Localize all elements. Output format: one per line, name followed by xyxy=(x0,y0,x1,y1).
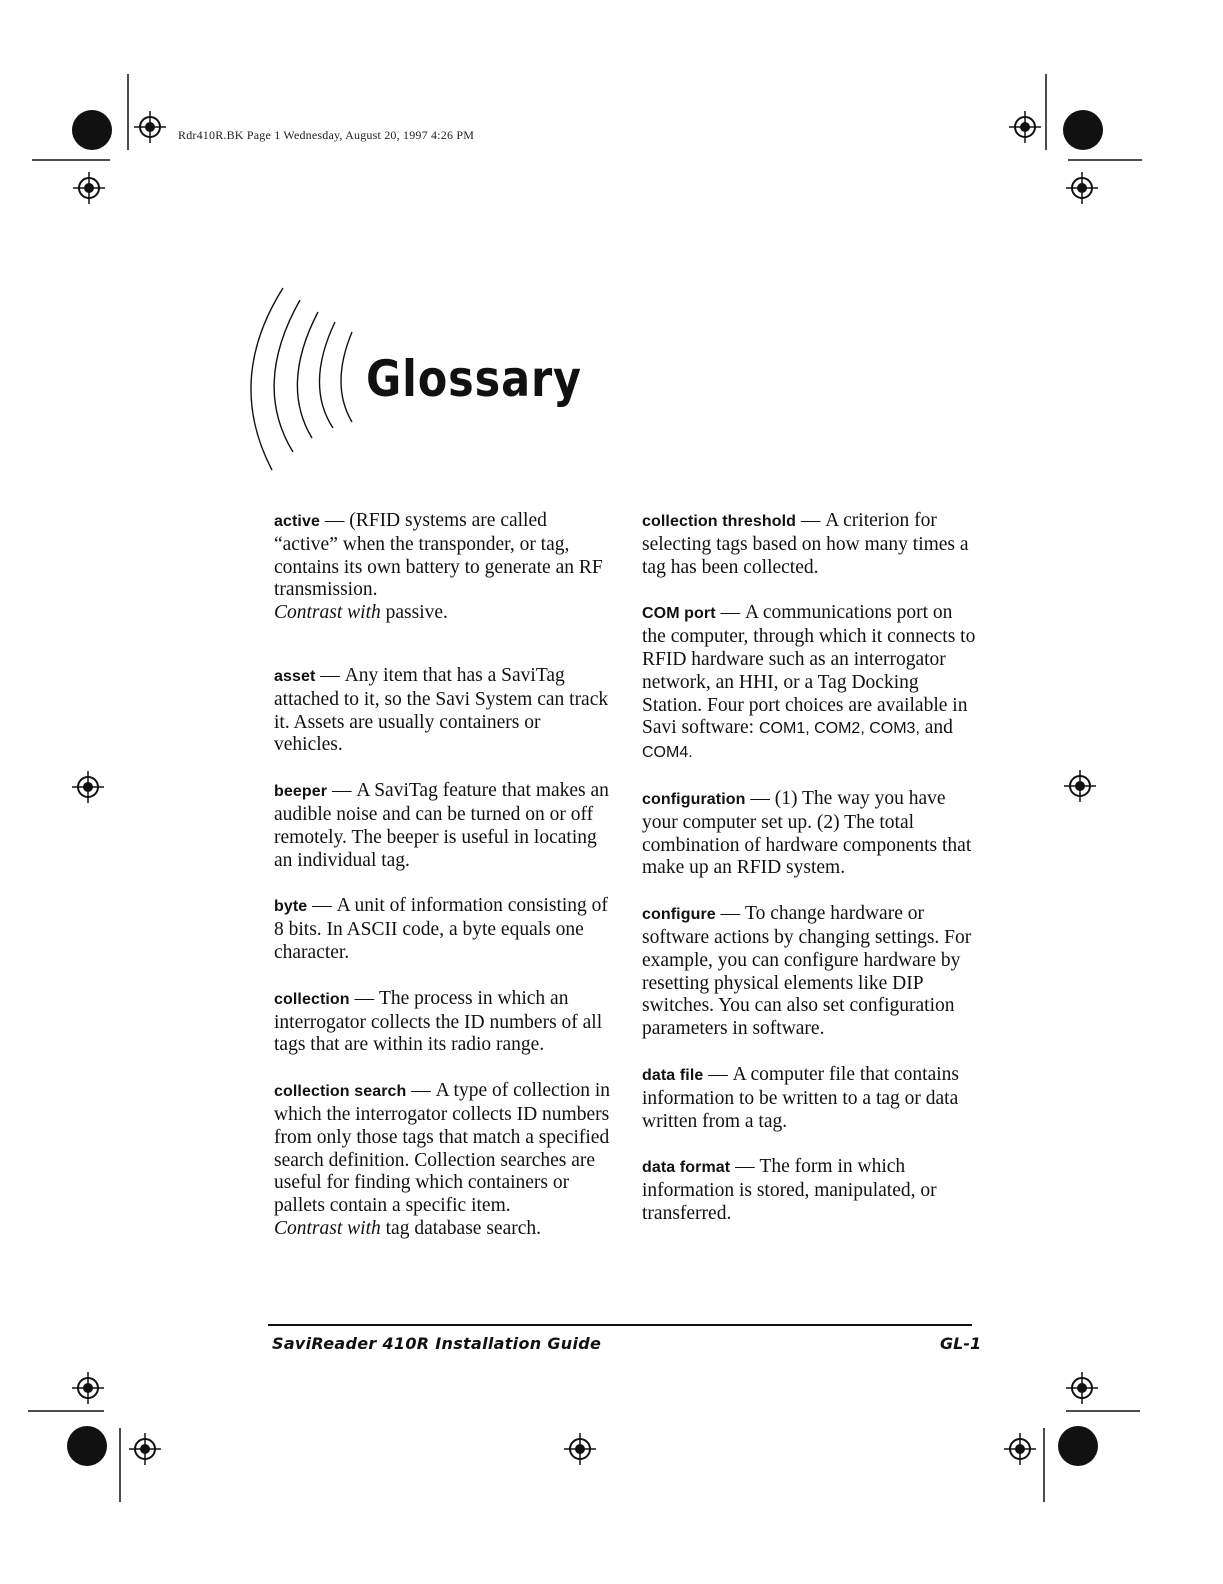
glossary-column-right xyxy=(642,510,977,1249)
glossary-entry: collection — The process in which an interrogator collects the ID numbers of all tags that are within its radio range. xyxy=(274,987,603,1056)
glossary-term: collection search xyxy=(274,1083,407,1101)
com-port-list: COM1, COM2, COM3, xyxy=(758,720,920,738)
contrast-term: tag database search. xyxy=(385,1217,541,1239)
contrast-label: Contrast with xyxy=(274,602,381,624)
glossary-entry: data file — A computer file that contains information to be written to a tag or data written from a tag. xyxy=(642,1063,959,1132)
contrast-term: passive. xyxy=(385,602,448,624)
glossary-term: data format xyxy=(642,1159,731,1177)
glossary-column-left xyxy=(274,510,614,1264)
glossary-definition: The form in which information is stored, manipulated, or transferred. xyxy=(642,1156,937,1224)
glossary-term: asset xyxy=(274,667,316,685)
conjunction-text: and xyxy=(924,717,953,739)
glossary-definition: The process in which an interrogator collects the ID numbers of all tags that are within its radio range. xyxy=(274,987,603,1056)
glossary-term: active xyxy=(274,513,320,530)
glossary-entry: collection search — A type of collection in which the interrogator collects ID numbers from only those tags that match a specified search definition. Collection searches are useful for finding which containers or pallets contain a specific item. Contrast with tag database search. xyxy=(274,1080,611,1239)
radio-wave-icon xyxy=(251,288,352,470)
glossary-term: beeper xyxy=(274,783,328,801)
glossary-definition: A communications port on the computer, through which it connects to RFID hardware such as an interrogator network, an HHI, or a Tag Docking Station. Four port choices are available in Savi software: xyxy=(642,602,976,739)
footer-book-title: SaviReader 410R Installation Guide xyxy=(272,1334,602,1353)
glossary-entry: collection threshold — A criterion for selecting tags based on how many times a tag has been collected. xyxy=(642,510,969,578)
glossary-definition: (RFID systems are called “active” when the transponder, or tag, contains its own battery to generate an RF transmission. xyxy=(274,510,603,601)
contrast-label: Contrast with xyxy=(274,1217,381,1239)
glossary-definition: A computer file that contains information to be written to a tag or data written from a tag. xyxy=(642,1063,959,1132)
glossary-entry: byte — A unit of information consisting of 8 bits. In ASCII code, a byte equals one character. xyxy=(274,895,608,963)
glossary-entry: beeper — A SaviTag feature that makes an audible noise and can be turned on or off remotely. The beeper is useful in locating an individual tag. xyxy=(274,780,609,871)
com-port-last: COM4. xyxy=(642,744,693,762)
glossary-definition: A type of collection in which the interrogator collects ID numbers from only those tags that match a specified search definition. Collection searches are useful for finding which containers or pallets contain a specific item. xyxy=(274,1080,611,1217)
footer-rule xyxy=(268,1324,972,1326)
footer-page-number: GL-1 xyxy=(940,1334,982,1353)
glossary-term: configure xyxy=(642,906,716,924)
glossary-term: data file xyxy=(642,1066,704,1084)
glossary-entry: active — (RFID systems are called “active” when the transponder, or tag, contains its own battery to generate an RF transmission. Contrast with passive. xyxy=(274,510,603,624)
glossary-definition: Any item that has a SaviTag attached to it, so the Savi System can track it. Assets are usually containers or vehicles. xyxy=(274,664,609,756)
glossary-entry: data format — The form in which information is stored, manipulated, or transferred. xyxy=(642,1156,937,1224)
glossary-definition: (1) The way you have your computer set up. (2) The total combination of hardware components that make up an RFID system. xyxy=(642,787,972,879)
print-slug: Rdr410R.BK Page 1 Wednesday, August 20, 1997 4:26 PM xyxy=(178,128,475,142)
glossary-definition: To change hardware or software actions by changing settings. For example, you can configure hardware by resetting physical elements like DIP switches. You can also set configuration parameters in software. xyxy=(642,903,972,1040)
glossary-term: collection xyxy=(274,990,350,1008)
glossary-entry: configuration — (1) The way you have your computer set up. (2) The total combination of hardware components that make up an RFID system. xyxy=(642,787,972,879)
glossary-term: byte xyxy=(274,898,308,916)
glossary-entry: configure — To change hardware or software actions by changing settings. For example, you can configure hardware by resetting physical elements like DIP switches. You can also set configuration parameters in software. xyxy=(642,903,972,1040)
glossary-entry: COM port — A communications port on the computer, through which it connects to RFID hardware such as an interrogator network, an HHI, or a Tag Docking Station. Four port choices are available in Savi software: COM1, COM2, COM3, and COM4. xyxy=(642,602,976,762)
glossary-definition: A SaviTag feature that makes an audible noise and can be turned on or off remotely. The beeper is useful in locating an individual tag. xyxy=(274,780,609,871)
glossary-term: COM port xyxy=(642,605,716,623)
glossary-definition: A criterion for selecting tags based on how many times a tag has been collected. xyxy=(642,510,969,578)
glossary-entry: asset — Any item that has a SaviTag attached to it, so the Savi System can track it. Assets are usually containers or vehicles. xyxy=(274,664,609,756)
glossary-term: configuration xyxy=(642,790,746,808)
glossary-term: collection threshold xyxy=(642,513,797,530)
page-title: Glossary xyxy=(366,350,582,408)
glossary-definition: A unit of information consisting of 8 bits. In ASCII code, a byte equals one character. xyxy=(274,895,608,963)
